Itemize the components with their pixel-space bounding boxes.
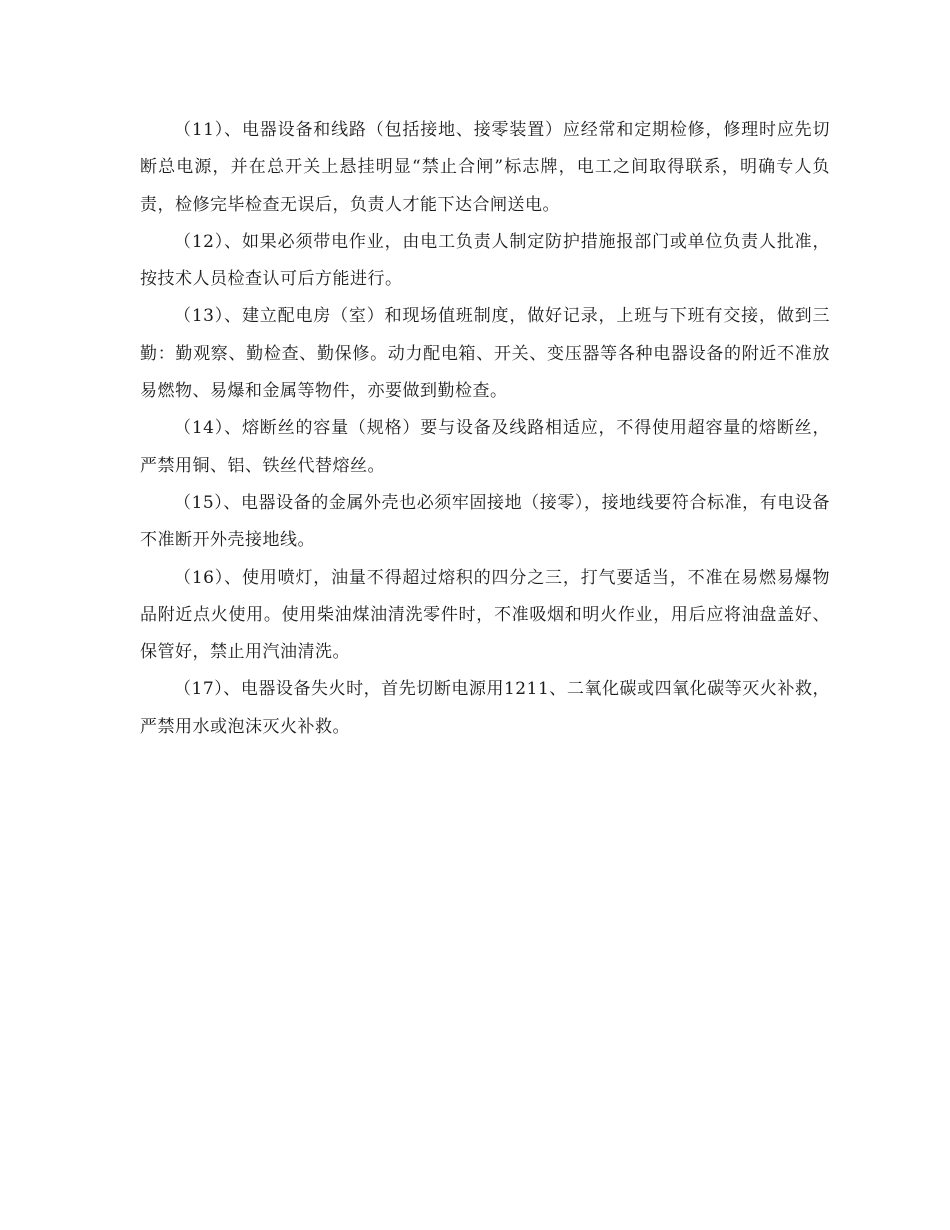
paragraph-14: （14）、熔断丝的容量（规格）要与设备及线路相适应，不得使用超容量的熔断丝，严禁用铜、铝、铁丝代替熔丝。 [140, 418, 830, 476]
paragraph-12: （12）、如果必须带电作业，由电工负责人制定防护措施报部门或单位负责人批准，按技术人员检查认可后方能进行。 [140, 231, 830, 290]
paragraph-11: （11）、电器设备和线路（包括接地、接零装置）应经常和定期检修，修理时应先切断总电源，并在总开关上悬挂明显“禁止合闸”标志牌，电工之间取得联系，明确专人负责，检修完毕检查无误后，负责人才能下达合闸送电。 [140, 120, 830, 215]
paragraph-13: （13）、建立配电房（室）和现场值班制度，做好记录，上班与下班有交接，做到三勤：勤观察、勤检查、勤保修。动力配电箱、开关、变压器等各种电器设备的附近不准放易燃物、易爆和金属等物件，亦要做到勤检查。 [140, 306, 830, 402]
paragraph-17: （17）、电器设备失火时，首先切断电源用1211、二氧化碳或四氧化碳等灭火补救，严禁用水或泡沫灭火补救。 [140, 679, 830, 737]
document-body [140, 112, 830, 746]
paragraph-15: （15）、电器设备的金属外壳也必须牢固接地（接零），接地线要符合标准，有电设备不准断开外壳接地线。 [140, 492, 830, 551]
paragraph-16: （16）、使用喷灯，油量不得超过熔积的四分之三，打气要适当，不准在易燃易爆物品附近点火使用。使用柴油煤油清洗零件时，不准吸烟和明火作业，用后应将油盘盖好、保管好，禁止用汽油清洗。 [140, 567, 830, 663]
